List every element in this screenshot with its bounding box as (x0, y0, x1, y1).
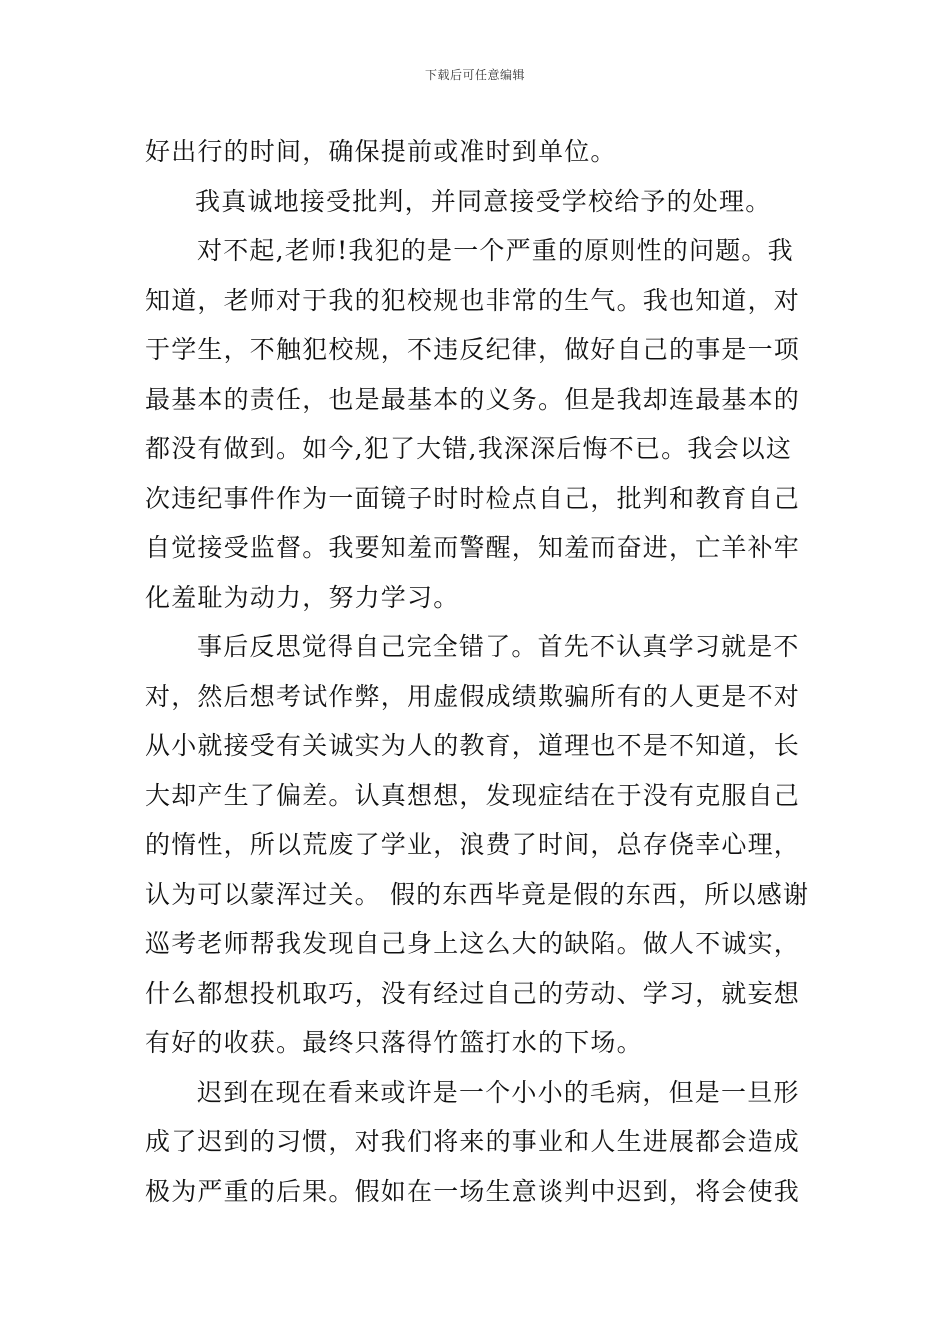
text-line: 巡考老师帮我发现自己身上这么大的缺陷。做人不诚实， (145, 929, 801, 958)
text-line: 自觉接受监督。我要知羞而警醒，知羞而奋进，亡羊补牢 (145, 533, 801, 562)
text-line: 什么都想投机取巧，没有经过自己的劳动、学习，就妄想 (145, 978, 801, 1008)
page-header: 下载后可任意编辑 (424, 68, 525, 82)
text-line: 从小就接受有关诚实为人的教育，道理也不是不知道，长 (145, 731, 801, 760)
text-line: 极为严重的后果。假如在一场生意谈判中迟到，将会使我 (145, 1176, 801, 1206)
text-line: 大却产生了偏差。认真想想，发现症结在于没有克服自己 (145, 780, 801, 810)
text-line: 对不起,老师!我犯的是一个严重的原则性的问题。我 (197, 236, 794, 265)
text-line: 迟到在现在看来或许是一个小小的毛病，但是一旦形 (197, 1077, 800, 1107)
text-line: 最基本的责任，也是最基本的义务。但是我却连最基本的 (145, 384, 801, 414)
text-line: 事后反思觉得自己完全错了。首先不认真学习就是不 (197, 632, 800, 661)
text-line: 都没有做到。如今,犯了大错,我深深后悔不已。我会以这 (145, 434, 793, 463)
text-line: 次违纪事件作为一面镜子时时检点自己，批判和教育自己 (145, 483, 801, 513)
text-line: 于学生，不触犯校规，不违反纪律，做好自己的事是一项 (145, 335, 801, 364)
text-line: 我真诚地接受批判，并同意接受学校给予的处理。 (195, 186, 772, 216)
text-line: 成了迟到的习惯，对我们将来的事业和人生进展都会造成 (145, 1127, 801, 1156)
text-line: 认为可以蒙浑过关。 假的东西毕竟是假的东西，所以感谢 (145, 879, 810, 909)
document-body (145, 127, 810, 1216)
text-line: 的惰性，所以荒废了学业，浪费了时间，总存侥幸心理， (145, 830, 801, 859)
text-line: 知道，老师对于我的犯校规也非常的生气。我也知道，对 (145, 285, 801, 315)
text-line: 对，然后想考试作弊，用虚假成绩欺骗所有的人更是不对 (145, 681, 801, 711)
text-line: 化羞耻为动力，努力学习。 (145, 582, 460, 612)
text-line: 有好的收获。最终只落得竹篮打水的下场。 (145, 1028, 643, 1057)
text-line: 好出行的时间，确保提前或准时到单位。 (145, 137, 617, 166)
